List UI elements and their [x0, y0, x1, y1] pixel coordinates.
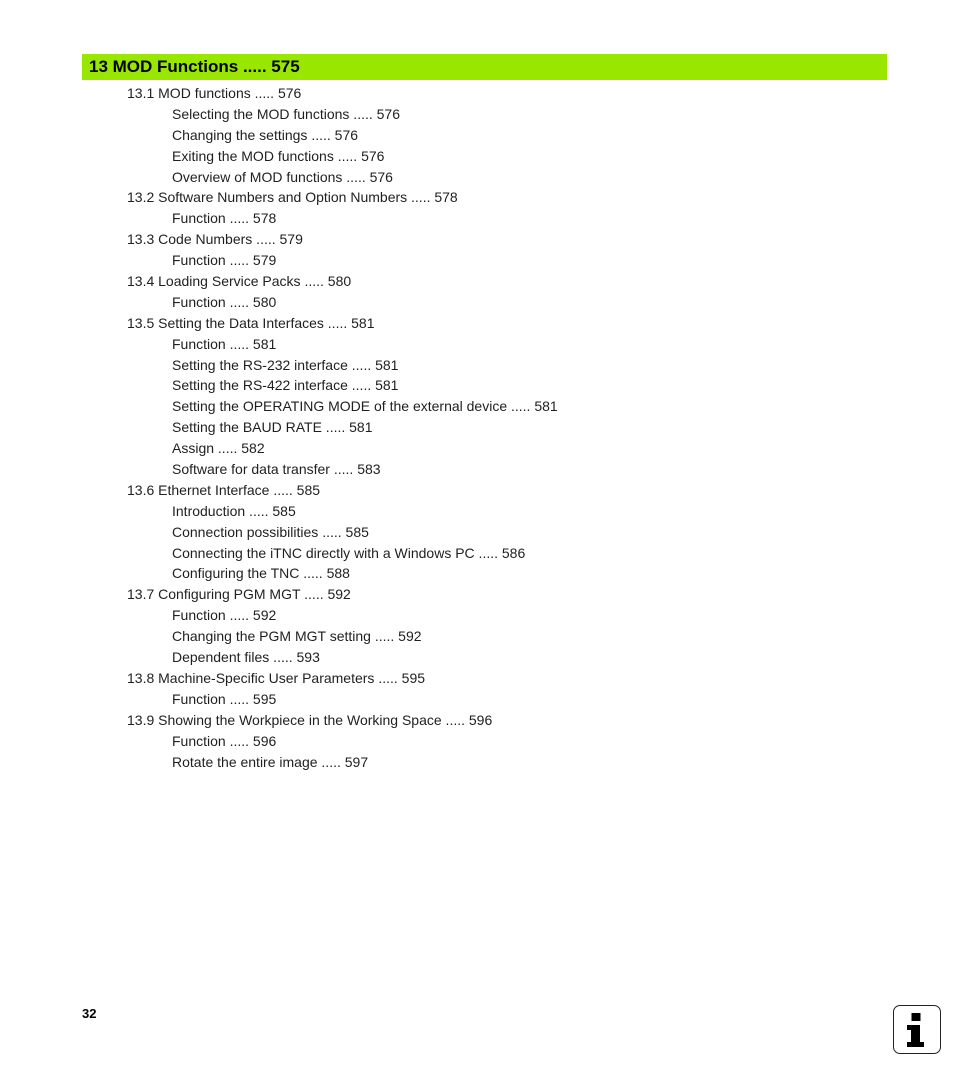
chapter-heading-bar — [82, 54, 887, 80]
toc-subsection-entry[interactable]: Selecting the MOD functions ..... 576 — [172, 105, 401, 122]
toc-subsection-entry[interactable]: Function ..... 579 — [172, 252, 277, 269]
toc-subsection-entry[interactable]: Connecting the iTNC directly with a Windows PC ..... 586 — [172, 544, 526, 561]
info-glyph — [894, 1006, 939, 1052]
toc-subsection-entry[interactable]: Changing the PGM MGT setting ..... 592 — [172, 628, 422, 645]
info-icon — [893, 1005, 941, 1054]
toc-subsection-entry[interactable]: Function ..... 580 — [172, 293, 277, 310]
toc-subsection-entry[interactable]: Introduction ..... 585 — [172, 502, 296, 519]
toc-subsection-entry[interactable]: Assign ..... 582 — [172, 440, 265, 457]
toc-subsection-entry[interactable]: Function ..... 581 — [172, 335, 277, 352]
toc-section-entry[interactable]: 13.9 Showing the Workpiece in the Working Space ..... 596 — [127, 711, 493, 728]
page-number: 32 — [82, 1006, 97, 1021]
toc-subsection-entry[interactable]: Setting the OPERATING MODE of the external device ..... 581 — [172, 398, 558, 415]
toc-section-entry[interactable]: 13.2 Software Numbers and Option Numbers ..... 578 — [127, 189, 458, 206]
toc-section-entry[interactable]: 13.1 MOD functions ..... 576 — [127, 85, 302, 101]
toc-subsection-entry[interactable]: Rotate the entire image ..... 597 — [172, 753, 369, 770]
toc-subsection-entry[interactable]: Setting the RS-422 interface ..... 581 — [172, 377, 399, 394]
toc-section-entry[interactable]: 13.5 Setting the Data Interfaces ..... 581 — [127, 314, 375, 331]
toc-section-entry[interactable]: 13.6 Ethernet Interface ..... 585 — [127, 481, 321, 498]
toc-subsection-entry[interactable]: Overview of MOD functions ..... 576 — [172, 168, 393, 185]
toc-subsection-entry[interactable]: Configuring the TNC ..... 588 — [172, 565, 350, 582]
toc-subsection-entry[interactable]: Software for data transfer ..... 583 — [172, 461, 381, 478]
toc-section-entry[interactable]: 13.7 Configuring PGM MGT ..... 592 — [127, 586, 351, 603]
toc-subsection-entry[interactable]: Exiting the MOD functions ..... 576 — [172, 147, 385, 164]
toc-subsection-entry[interactable]: Dependent files ..... 593 — [172, 649, 320, 666]
table-of-contents — [0, 83, 954, 772]
toc-section-entry[interactable]: 13.3 Code Numbers ..... 579 — [127, 231, 303, 248]
toc-section-entry[interactable]: 13.8 Machine-Specific User Parameters ..... 595 — [127, 669, 426, 686]
toc-subsection-entry[interactable]: Function ..... 595 — [172, 690, 277, 707]
toc-subsection-entry[interactable]: Function ..... 596 — [172, 732, 277, 749]
toc-subsection-entry[interactable]: Function ..... 592 — [172, 607, 277, 624]
toc-subsection-entry[interactable]: Setting the RS-232 interface ..... 581 — [172, 356, 399, 373]
toc-subsection-entry[interactable]: Changing the settings ..... 576 — [172, 126, 359, 143]
toc-subsection-entry[interactable]: Setting the BAUD RATE ..... 581 — [172, 419, 373, 436]
toc-subsection-entry[interactable]: Function ..... 578 — [172, 210, 277, 227]
toc-section-entry[interactable]: 13.4 Loading Service Packs ..... 580 — [127, 273, 352, 290]
toc-subsection-entry[interactable]: Connection possibilities ..... 585 — [172, 523, 369, 540]
chapter-title[interactable]: 13 MOD Functions ..... 575 — [89, 57, 300, 76]
